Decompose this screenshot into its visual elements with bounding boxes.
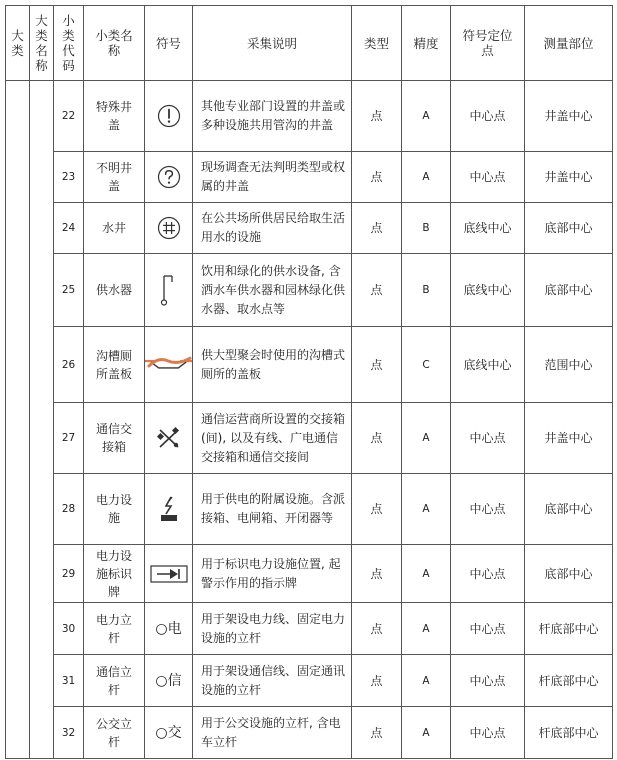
- anchor-cell: 中心点: [451, 474, 525, 545]
- symbol-text: ○信: [155, 672, 182, 689]
- arrow-sign-icon: [145, 564, 192, 584]
- precision-cell: A: [402, 603, 451, 655]
- precision-cell: B: [402, 203, 451, 254]
- symbol-cell: [145, 203, 193, 254]
- type-cell: 点: [352, 545, 402, 603]
- minor-name-cell: 沟槽厕所盖板: [84, 327, 145, 403]
- header-row: [6, 6, 613, 81]
- type-cell: 点: [352, 603, 402, 655]
- precision-cell: A: [402, 152, 451, 203]
- description-cell: 用于架设电力线、固定电力设施的立杆: [193, 603, 352, 655]
- table-row: [6, 655, 613, 707]
- header-major-name: 大类名称: [30, 6, 54, 81]
- table-row: [6, 603, 613, 655]
- minor-name-cell: 电力设施: [84, 474, 145, 545]
- header-type: 类型: [352, 6, 402, 81]
- precision-cell: A: [402, 655, 451, 707]
- symbol-cell: [145, 474, 193, 545]
- minor-name-cell: 电力设施标识牌: [84, 545, 145, 603]
- header-symbol: 符号: [145, 6, 193, 81]
- major-class-cell: [6, 81, 30, 759]
- header-minor-code: 小类代码: [54, 6, 84, 81]
- type-cell: 点: [352, 254, 402, 327]
- type-cell: 点: [352, 327, 402, 403]
- minor-name-cell: 电力立杆: [84, 603, 145, 655]
- measure-cell: 范围中心: [525, 327, 613, 403]
- measure-cell: 井盖中心: [525, 152, 613, 203]
- water-supply-flag-icon: [145, 273, 192, 307]
- symbol-cell: [145, 603, 193, 655]
- measure-cell: 杆底部中心: [525, 655, 613, 707]
- description-cell: 用于架设通信线、固定通讯设施的立杆: [193, 655, 352, 707]
- precision-cell: A: [402, 81, 451, 152]
- exclamation-circle-icon: [145, 103, 192, 129]
- minor-code-cell: 32: [54, 707, 84, 759]
- description-cell: 用于供电的附属设施。含派接箱、电闸箱、开闭器等: [193, 474, 352, 545]
- trench-toilet-cover-icon: [145, 352, 192, 378]
- measure-cell: 底部中心: [525, 474, 613, 545]
- symbol-cell: [145, 327, 193, 403]
- description-cell: 饮用和绿化的供水设备, 含洒水车供水器和园林绿化供水器、取水点等: [193, 254, 352, 327]
- measure-cell: 杆底部中心: [525, 707, 613, 759]
- circle-dian-icon: [145, 620, 192, 638]
- measure-cell: 井盖中心: [525, 403, 613, 474]
- anchor-cell: 中心点: [451, 655, 525, 707]
- description-cell: 通信运营商所设置的交接箱(间), 以及有线、广电通信交接箱和通信交接间: [193, 403, 352, 474]
- header-description: 采集说明: [193, 6, 352, 81]
- type-cell: 点: [352, 707, 402, 759]
- precision-cell: A: [402, 707, 451, 759]
- symbol-cell: [145, 152, 193, 203]
- table-row: [6, 403, 613, 474]
- description-cell: 用于公交设施的立杆, 含电车立杆: [193, 707, 352, 759]
- symbol-cell: [145, 403, 193, 474]
- question-circle-icon: [145, 164, 192, 190]
- header-minor-name: 小类名称: [84, 6, 145, 81]
- symbol-cell: [145, 81, 193, 152]
- anchor-cell: 中心点: [451, 707, 525, 759]
- precision-cell: A: [402, 545, 451, 603]
- type-cell: 点: [352, 152, 402, 203]
- table-row: [6, 254, 613, 327]
- header-precision: 精度: [402, 6, 451, 81]
- type-cell: 点: [352, 474, 402, 545]
- measure-cell: 底部中心: [525, 203, 613, 254]
- measure-cell: 杆底部中心: [525, 603, 613, 655]
- minor-code-cell: 22: [54, 81, 84, 152]
- minor-code-cell: 29: [54, 545, 84, 603]
- anchor-cell: 中心点: [451, 603, 525, 655]
- lightning-box-icon: [145, 494, 192, 524]
- well-grid-circle-icon: [145, 215, 192, 241]
- minor-name-cell: 特殊井盖: [84, 81, 145, 152]
- description-cell: 供大型聚会时使用的沟槽式厕所的盖板: [193, 327, 352, 403]
- table-row: [6, 707, 613, 759]
- symbol-text: ○电: [155, 620, 182, 637]
- minor-name-cell: 不明井盖: [84, 152, 145, 203]
- minor-name-cell: 水井: [84, 203, 145, 254]
- minor-code-cell: 24: [54, 203, 84, 254]
- type-cell: 点: [352, 203, 402, 254]
- anchor-cell: 中心点: [451, 152, 525, 203]
- table-row: [6, 152, 613, 203]
- measure-cell: 底部中心: [525, 545, 613, 603]
- precision-cell: A: [402, 474, 451, 545]
- feature-code-table: [5, 5, 613, 759]
- minor-code-cell: 31: [54, 655, 84, 707]
- circle-jiao-icon: [145, 724, 192, 742]
- symbol-cell: [145, 655, 193, 707]
- minor-code-cell: 28: [54, 474, 84, 545]
- minor-code-cell: 30: [54, 603, 84, 655]
- type-cell: 点: [352, 81, 402, 152]
- anchor-cell: 底线中心: [451, 327, 525, 403]
- precision-cell: A: [402, 403, 451, 474]
- measure-cell: 井盖中心: [525, 81, 613, 152]
- minor-code-cell: 25: [54, 254, 84, 327]
- symbol-cell: [145, 254, 193, 327]
- type-cell: 点: [352, 655, 402, 707]
- circle-xin-icon: [145, 672, 192, 690]
- symbol-cell: [145, 545, 193, 603]
- minor-code-cell: 26: [54, 327, 84, 403]
- type-cell: 点: [352, 403, 402, 474]
- minor-name-cell: 供水器: [84, 254, 145, 327]
- anchor-cell: 底线中心: [451, 254, 525, 327]
- anchor-cell: 中心点: [451, 545, 525, 603]
- table-row: [6, 327, 613, 403]
- table-row: [6, 474, 613, 545]
- measure-cell: 底部中心: [525, 254, 613, 327]
- precision-cell: C: [402, 327, 451, 403]
- precision-cell: B: [402, 254, 451, 327]
- description-cell: 在公共场所供居民给取生活用水的设施: [193, 203, 352, 254]
- symbol-cell: [145, 707, 193, 759]
- table-row: [6, 81, 613, 152]
- anchor-cell: 底线中心: [451, 203, 525, 254]
- minor-name-cell: 公交立杆: [84, 707, 145, 759]
- header-measure: 测量部位: [525, 6, 613, 81]
- major-name-cell: [30, 81, 54, 759]
- minor-name-cell: 通信立杆: [84, 655, 145, 707]
- description-cell: 现场调查无法判明类型或权属的井盖: [193, 152, 352, 203]
- description-cell: 用于标识电力设施位置, 起警示作用的指示牌: [193, 545, 352, 603]
- anchor-cell: 中心点: [451, 403, 525, 474]
- table-row: [6, 545, 613, 603]
- symbol-text: ○交: [155, 724, 182, 741]
- minor-code-cell: 27: [54, 403, 84, 474]
- minor-code-cell: 23: [54, 152, 84, 203]
- telecom-cross-box-icon: [145, 425, 192, 451]
- anchor-cell: 中心点: [451, 81, 525, 152]
- header-anchor: 符号定位点: [451, 6, 525, 81]
- header-major-class: 大类: [6, 6, 30, 81]
- minor-name-cell: 通信交接箱: [84, 403, 145, 474]
- description-cell: 其他专业部门设置的井盖或多种设施共用管沟的井盖: [193, 81, 352, 152]
- table-row: [6, 203, 613, 254]
